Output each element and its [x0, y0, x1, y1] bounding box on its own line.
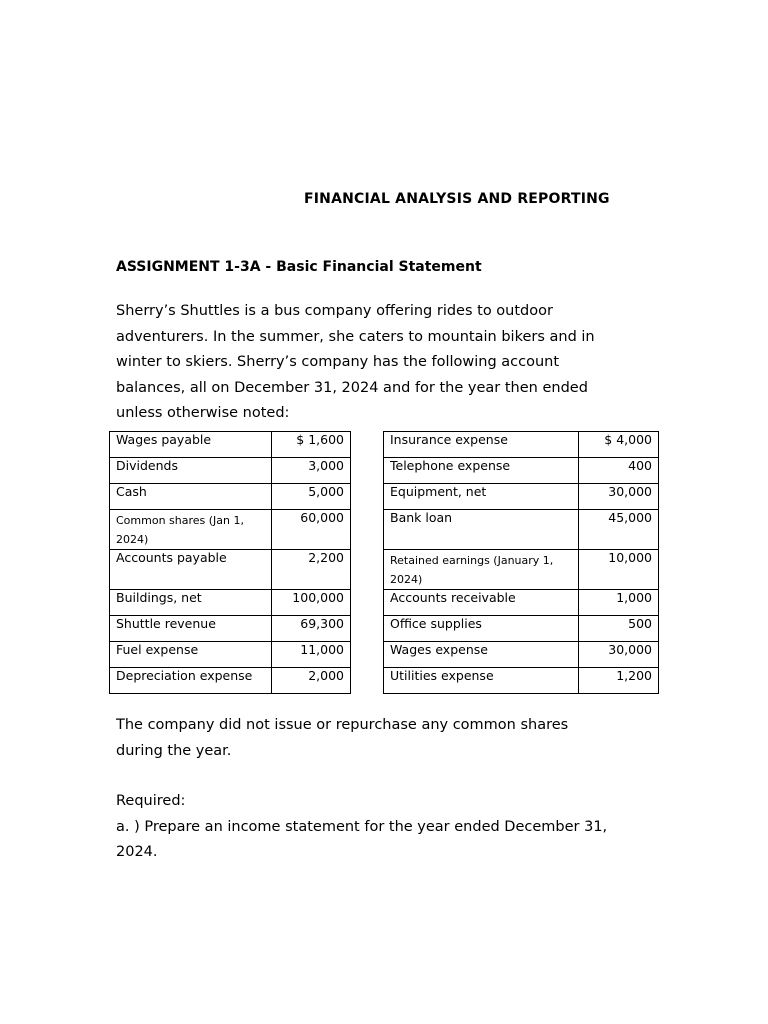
account-name: Wages expense	[384, 642, 579, 668]
account-amount: 69,300	[272, 616, 351, 642]
required-label: Required:	[116, 793, 186, 809]
table-row	[110, 642, 351, 668]
table-row	[384, 484, 659, 510]
account-amount: 2,200	[272, 550, 351, 590]
table-row	[110, 668, 351, 694]
account-amount: 3,000	[272, 458, 351, 484]
required-item-a-line: 2024.	[116, 844, 158, 861]
account-name: Utilities expense	[384, 668, 579, 694]
intro-line: unless otherwise noted:	[116, 405, 290, 422]
table-row	[110, 550, 351, 590]
account-amount: 30,000	[579, 642, 659, 668]
intro-line: winter to skiers. Sherry’s company has the following account	[116, 354, 560, 371]
account-name: Dividends	[110, 458, 272, 484]
account-amount: $ 1,600	[272, 432, 351, 458]
table-row	[110, 590, 351, 616]
account-amount: 400	[579, 458, 659, 484]
account-name: Accounts payable	[110, 550, 272, 590]
account-name: Insurance expense	[384, 432, 579, 458]
account-name: Accounts receivable	[384, 590, 579, 616]
table-row	[110, 484, 351, 510]
account-name: Telephone expense	[384, 458, 579, 484]
intro-line: balances, all on December 31, 2024 and for the year then ended	[116, 379, 588, 396]
account-amount: $ 4,000	[579, 432, 659, 458]
account-balances-table-right	[383, 431, 659, 694]
intro-line: Sherry’s Shuttles is a bus company offering rides to outdoor	[116, 303, 553, 319]
account-balances-table-left	[109, 431, 351, 694]
account-name: Shuttle revenue	[110, 616, 272, 642]
intro-line: adventurers. In the summer, she caters to mountain bikers and in	[116, 328, 595, 345]
document-header-title: FINANCIAL ANALYSIS AND REPORTING	[304, 191, 610, 207]
table-row	[110, 458, 351, 484]
table-row	[384, 642, 659, 668]
table-row	[110, 510, 351, 550]
account-name: Buildings, net	[110, 590, 272, 616]
required-section	[116, 789, 656, 866]
required-item-a-line: a. ) Prepare an income statement for the year ended December 31,	[116, 818, 608, 835]
account-amount: 2,000	[272, 668, 351, 694]
table-row	[384, 590, 659, 616]
table-row	[384, 550, 659, 590]
account-name: Depreciation expense	[110, 668, 272, 694]
account-name: Wages payable	[110, 432, 272, 458]
table-row	[384, 668, 659, 694]
account-name-cell	[110, 510, 272, 550]
account-name: Retained earnings (January 1, 2024)	[390, 554, 554, 586]
account-name-cell	[384, 550, 579, 590]
assignment-title: ASSIGNMENT 1-3A - Basic Financial Statement	[116, 259, 482, 275]
note-line: The company did not issue or repurchase any common shares	[116, 717, 569, 733]
account-name: Fuel expense	[110, 642, 272, 668]
account-amount: 1,000	[579, 590, 659, 616]
table-row	[110, 432, 351, 458]
note-line: during the year.	[116, 742, 232, 759]
account-name: Bank loan	[384, 510, 579, 550]
account-amount: 1,200	[579, 668, 659, 694]
table-row	[384, 432, 659, 458]
account-amount: 5,000	[272, 484, 351, 510]
account-amount: 500	[579, 616, 659, 642]
account-name: Office supplies	[384, 616, 579, 642]
account-amount: 100,000	[272, 590, 351, 616]
account-name: Cash	[110, 484, 272, 510]
table-row	[384, 616, 659, 642]
table-row	[384, 458, 659, 484]
shares-note-paragraph	[116, 713, 656, 764]
account-amount: 11,000	[272, 642, 351, 668]
table-row	[110, 616, 351, 642]
account-name: Equipment, net	[384, 484, 579, 510]
intro-paragraph	[116, 299, 656, 427]
table-row	[384, 510, 659, 550]
account-amount: 60,000	[272, 510, 351, 550]
account-amount: 45,000	[579, 510, 659, 550]
account-amount: 10,000	[579, 550, 659, 590]
account-name: Common shares (Jan 1, 2024)	[116, 514, 244, 546]
account-amount: 30,000	[579, 484, 659, 510]
